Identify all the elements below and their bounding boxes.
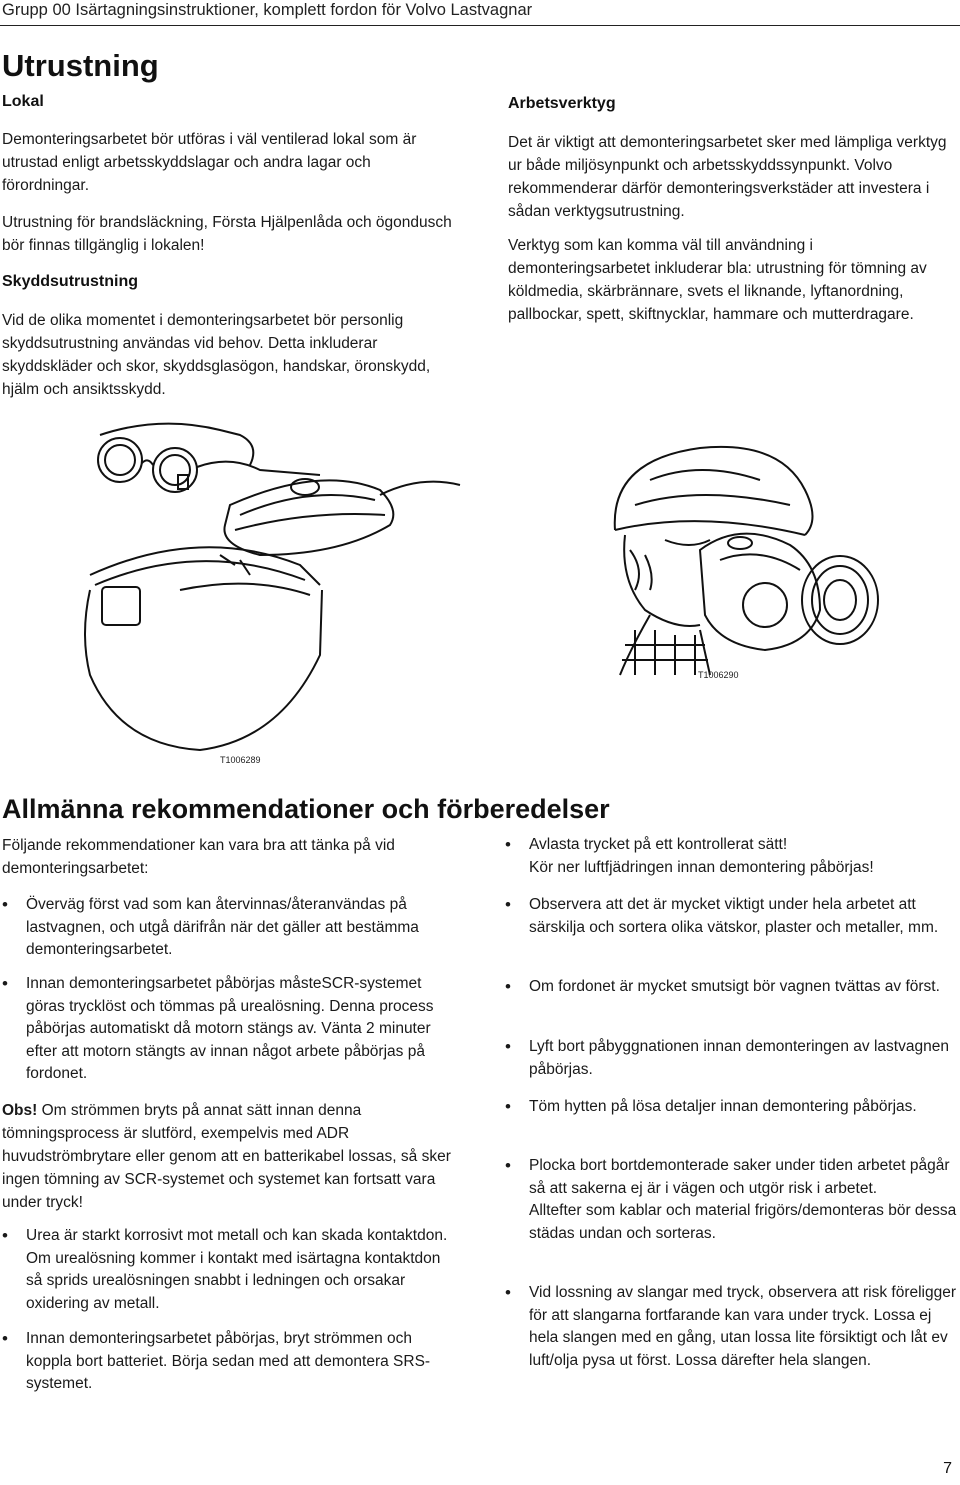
left-bullet-3: • Urea är starkt korrosivt mot metall och kan skada kontaktdon. Om urealösning kommer i kontakt med isärtagna kontaktdon så sprids urealösningen snabbt i ledningen och orsakar oxidering av metall. <box>0 1225 458 1315</box>
lokal-paragraph-2: Utrustning för brandsläckning, Första Hjälpenlåda och ögondusch bör finnas tillgänglig i lokalen! <box>2 214 452 254</box>
section-title-recommendations: Allmänna rekommendationer och förberedelser <box>2 794 610 824</box>
page-number: 7 <box>943 1460 952 1477</box>
right-bullet-2: • Observera att det är mycket viktigt under hela arbetet att särskilja och sortera olika vätskor, plaster och metaller, mm. <box>503 894 959 939</box>
arbetsverktyg-paragraph-2: Verktyg som kan komma väl till användning i demonteringsarbetet inkluderar bla: utrustning för tömning av köldmedia, skärbrännare, svets el liknande, lyftanordning, pallbockar, spett, skiftnycklar, hammare och mutterdragare. <box>508 237 927 323</box>
skyddsutrustning-paragraph: Vid de olika momentet i demonteringsarbetet bör personlig skyddsutrustning användas vid behov. Detta inkluderar skyddskläder och skor, skyddsglasögon, handskar, öronskydd, hjälm och ansiktsskydd. <box>2 312 431 398</box>
right-bullet-5: • Töm hytten på lösa detaljer innan demontering påbörjas. <box>503 1096 959 1119</box>
right-bullet-1-line2: Kör ner luftfjädringen innan demontering påbörjas! <box>529 858 874 876</box>
obs-label: Obs! <box>2 1102 38 1119</box>
right-bullet-1 <box>503 834 959 879</box>
arbetsverktyg-heading: Arbetsverktyg <box>508 95 616 112</box>
left-bullet-2: • Innan demonteringsarbetet påbörjas måsteSCR-systemet göras trycklöst och tömmas på urealösning. Denna process påbörjas automatiskt då motorn stängs av. Vänta 2 minuter efter att motorn stängts av innan något arbete påbörjas på fordonet. <box>0 973 458 1086</box>
header-title: Grupp 00 Isärtagningsinstruktioner, komplett fordon för Volvo Lastvagnar <box>2 1 533 19</box>
right-bullet-6-line1: • Plocka bort bortdemonterade saker under tiden arbetet pågår så att sakerna ej är i vägen och utgör risk i arbetet. <box>529 1157 950 1197</box>
section-title-utrustning: Utrustning <box>2 48 159 83</box>
arbetsverktyg-paragraph-1: Det är viktigt att demonteringsarbetet sker med lämpliga verktyg ur både miljösynpunkt och arbetsskyddssynpunkt. Volvo rekommenderar därför demonteringsverkstäder att investera i sådan verktygsutrustning. <box>508 134 947 220</box>
right-bullet-3: • Om fordonet är mycket smutsigt bör vagnen tvättas av först. <box>503 976 959 999</box>
figure-caption-left: T1006289 <box>220 755 261 765</box>
page-header <box>0 0 960 26</box>
lokal-paragraph-1: Demonteringsarbetet bör utföras i väl ventilerad lokal som är utrustad enligt arbetsskyddslagar och andra lagar och förordningar. <box>2 131 417 194</box>
lokal-heading: Lokal <box>2 93 44 110</box>
right-bullet-4: • Lyft bort påbyggnationen innan demonteringen av lastvagnen påbörjas. <box>503 1036 959 1081</box>
left-bullet-1: • Överväg först vad som kan återvinnas/återanvändas på lastvagnen, och utgå därifrån när det gäller att bestämma demonteringsarbetet. <box>0 894 458 962</box>
right-bullet-6 <box>503 1155 959 1245</box>
figure-caption-right: T1006290 <box>698 670 739 680</box>
obs-text: Om strömmen bryts på annat sätt innan denna tömningsprocess är slutförd, exempelvis med ADR huvudströmbrytare eller genom att en batterikabel lossas, så sker ingen tömning av SCR-systemet och systemet kan fortsatt vara under tryck! <box>2 1102 451 1211</box>
recommendations-intro: Följande rekommendationer kan vara bra att tänka på vid demonteringsarbetet: <box>2 837 395 877</box>
obs-paragraph <box>2 1099 457 1214</box>
left-bullet-4: • Innan demonteringsarbetet påbörjas, bryt strömmen och koppla bort batteriet. Börja sedan med att demontera SRS-systemet. <box>0 1328 458 1396</box>
respirator-illustration <box>590 440 935 678</box>
protective-eyewear-illustration <box>60 415 485 755</box>
right-bullet-6-line2: Alltefter som kablar och material frigörs/demonteras bör dessa städas undan och sorteras. <box>529 1202 957 1242</box>
skyddsutrustning-heading: Skyddsutrustning <box>2 273 139 290</box>
right-bullet-1-line1: • Avlasta trycket på ett kontrollerat sätt! <box>529 836 788 853</box>
right-bullet-7: • Vid lossning av slangar med tryck, observera att risk föreligger för att slangarna fortfarande kan vara under tryck. Lossa ej hela slangen med en gång, utan lossa lite försiktigt och låt ev luft/olja pysa ut först. Lossa därefter hela slangen. <box>503 1282 959 1372</box>
